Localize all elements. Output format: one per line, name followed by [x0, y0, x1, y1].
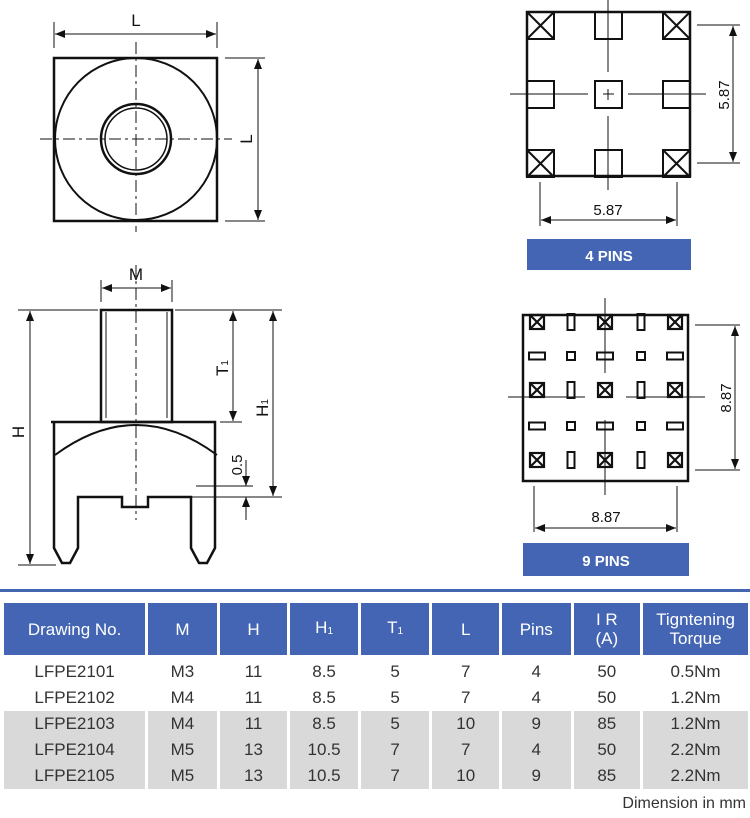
table-row — [4, 737, 748, 763]
pad-cross — [527, 12, 554, 39]
pins9-banner-label: 9 PINS — [582, 553, 630, 570]
pad-cross — [527, 150, 554, 177]
table-cell: 50 — [597, 662, 617, 681]
header-subscript: 1 — [327, 625, 333, 637]
table-cell: 10 — [432, 711, 499, 737]
column-header — [502, 603, 571, 659]
side-view — [18, 265, 282, 565]
pad-vertical — [568, 382, 575, 398]
table-cell: 11 — [244, 662, 263, 681]
table-cell: 4 — [531, 662, 541, 681]
table-cell: 13 — [220, 763, 288, 789]
pad-cross — [668, 383, 682, 397]
header-text: T — [387, 617, 398, 637]
table-cell: 10.5 — [290, 763, 358, 789]
section-divider — [0, 589, 750, 592]
pins9-footprint — [508, 298, 740, 532]
pad-small — [637, 352, 645, 360]
table-row — [4, 659, 748, 685]
dimension-note: Dimension in mm — [622, 795, 746, 812]
svg-text:T1: T1 — [213, 360, 232, 376]
pad-cross — [530, 315, 544, 329]
table-row — [4, 711, 748, 737]
table-cell: 50 — [597, 688, 617, 707]
table-cell: 4 — [502, 737, 571, 763]
table-header-row — [4, 603, 748, 659]
pins4-height: 5.87 — [716, 80, 733, 110]
header-subscript: 1 — [397, 625, 404, 637]
svg-text:H1: H1 — [253, 399, 272, 417]
pad-cross — [663, 12, 690, 39]
table-cell: 7 — [432, 737, 499, 763]
table-cell: 50 — [574, 737, 641, 763]
table-cell: 9 — [502, 711, 571, 737]
spec-table — [1, 603, 750, 789]
table-row — [4, 685, 748, 711]
table-cell: M4 — [170, 688, 195, 707]
table-cell: M5 — [148, 763, 217, 789]
header-text: H — [315, 617, 328, 637]
pad-small — [637, 422, 645, 430]
table-cell: 11 — [244, 688, 263, 707]
header-text: Pins — [519, 619, 553, 639]
table-cell: 10 — [432, 763, 499, 789]
column-header — [574, 603, 641, 659]
pad-vertical — [638, 452, 645, 468]
table-cell: 85 — [574, 763, 641, 789]
table-cell: 10.5 — [290, 737, 358, 763]
table-cell: 7 — [361, 737, 430, 763]
table-cell: M4 — [148, 711, 217, 737]
table-cell: 2.2Nm — [643, 737, 748, 763]
header-text: Drawing No. — [27, 619, 122, 639]
pins9-height: 8.87 — [718, 383, 735, 413]
pad-small — [567, 352, 575, 360]
pins4-banner-label: 4 PINS — [585, 248, 633, 265]
table-cell: M3 — [170, 662, 195, 681]
column-header — [432, 603, 499, 659]
table-cell: 13 — [220, 737, 288, 763]
table-row — [4, 763, 748, 789]
m-label: M — [128, 265, 144, 284]
table-cell: LFPE2103 — [4, 711, 145, 737]
pad-horizontal — [667, 423, 683, 430]
header-text-line2: (A) — [595, 629, 619, 648]
header-text: Tigntening — [656, 610, 735, 629]
column-header — [361, 603, 430, 659]
pad-vertical — [568, 314, 575, 330]
table-cell: 9 — [502, 763, 571, 789]
table-cell: 7 — [460, 688, 471, 707]
table-cell: LFPE2102 — [34, 688, 115, 707]
pad-vertical — [638, 314, 645, 330]
table-cell: LFPE2105 — [4, 763, 145, 789]
table-cell: 2.2Nm — [643, 763, 748, 789]
header-text: I R — [595, 610, 618, 629]
top-height-label: L — [237, 134, 256, 144]
t1-label — [213, 360, 232, 376]
pad-horizontal — [529, 423, 545, 430]
header-text: M — [175, 619, 190, 639]
h-label: H — [9, 425, 28, 439]
table-cell: 7 — [361, 763, 430, 789]
table-cell: 5 — [390, 688, 400, 707]
table-cell: 85 — [574, 711, 641, 737]
table-cell: 8.5 — [312, 662, 336, 681]
table-cell: 1.2Nm — [670, 688, 721, 707]
table-cell: M5 — [148, 737, 217, 763]
pad-cross — [668, 453, 682, 467]
pad-vertical — [568, 452, 575, 468]
table-cell: 4 — [531, 688, 541, 707]
pad-small — [567, 422, 575, 430]
table-cell: 1.2Nm — [643, 711, 748, 737]
table-cell: LFPE2101 — [34, 662, 115, 681]
column-header — [148, 603, 217, 659]
pad-cross — [668, 315, 682, 329]
table-cell: 8.5 — [312, 688, 336, 707]
pad-horizontal — [529, 353, 545, 360]
table-cell: 8.5 — [290, 711, 358, 737]
header-text: H — [247, 619, 260, 639]
gap-label: 0.5 — [229, 454, 246, 476]
header-text: L — [460, 619, 471, 639]
pins9-width: 8.87 — [591, 509, 621, 526]
column-header — [290, 603, 358, 659]
column-header — [220, 603, 288, 659]
column-header — [4, 603, 145, 659]
table-cell: 11 — [220, 711, 288, 737]
pad-cross — [663, 150, 690, 177]
pins4-footprint — [510, 0, 740, 226]
table-cell: 7 — [460, 662, 471, 681]
column-header — [643, 603, 748, 659]
header-text-line2: Torque — [669, 629, 722, 648]
top-view — [40, 22, 265, 232]
table-cell: 5 — [361, 711, 430, 737]
pad-cross — [598, 383, 612, 397]
table-cell: LFPE2104 — [4, 737, 145, 763]
table-cell: 0.5Nm — [670, 662, 721, 681]
pins4-width: 5.87 — [593, 202, 623, 219]
h1-label — [253, 399, 272, 417]
pad-cross — [530, 453, 544, 467]
table-cell: 5 — [390, 662, 400, 681]
top-width-label: L — [131, 11, 141, 30]
pad-vertical — [638, 382, 645, 398]
pad-horizontal — [667, 353, 683, 360]
pad-cross — [530, 383, 544, 397]
